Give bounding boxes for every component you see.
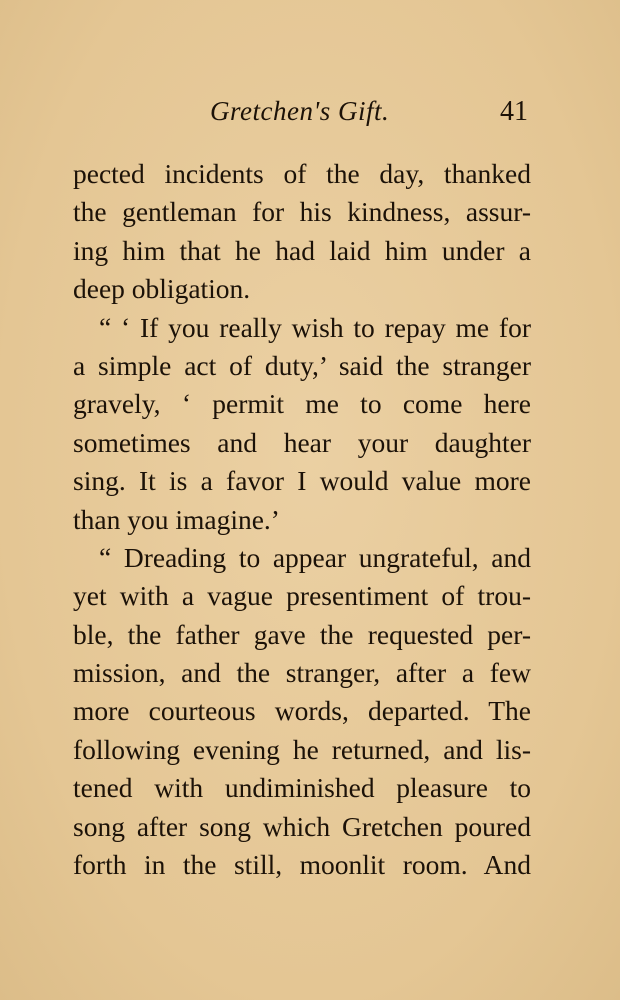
text-line: ble, the father gave the requested per-: [73, 618, 531, 650]
running-title: Gretchen's Gift.: [210, 96, 390, 126]
text-line: the gentleman for his kindness, assur-: [73, 196, 531, 228]
text-line: deep obligation.: [73, 273, 251, 305]
text-line: forth in the still, moonlit room. And: [73, 849, 531, 881]
text-line: than you imagine.’: [73, 503, 280, 535]
text-line: sometimes and hear your daughter: [73, 426, 531, 458]
running-head: [0, 96, 620, 136]
text-line: sing. It is a favor I would value more: [73, 465, 531, 497]
text-line: yet with a vague presentiment of trou-: [73, 580, 531, 612]
text-line: pected incidents of the day, thanked: [73, 158, 531, 189]
text-line: a simple act of duty,’ said the stranger: [73, 349, 531, 381]
text-line: gravely, ‘ permit me to come here: [73, 388, 531, 420]
text-line: song after song which Gretchen poured: [73, 810, 531, 842]
text-line: “ Dreading to appear ungrateful, and: [99, 541, 531, 573]
text-line: more courteous words, departed. The: [73, 695, 531, 727]
text-line: following evening he returned, and lis-: [73, 733, 531, 765]
text-line: mission, and the stranger, after a few: [73, 657, 531, 689]
text-line: “ ‘ If you really wish to repay me for: [99, 311, 531, 343]
body-text: [73, 155, 531, 884]
text-line: tened with undiminished pleasure to: [73, 772, 531, 804]
text-line: ing him that he had laid him under a: [73, 234, 531, 266]
page-number: 41: [500, 96, 528, 127]
